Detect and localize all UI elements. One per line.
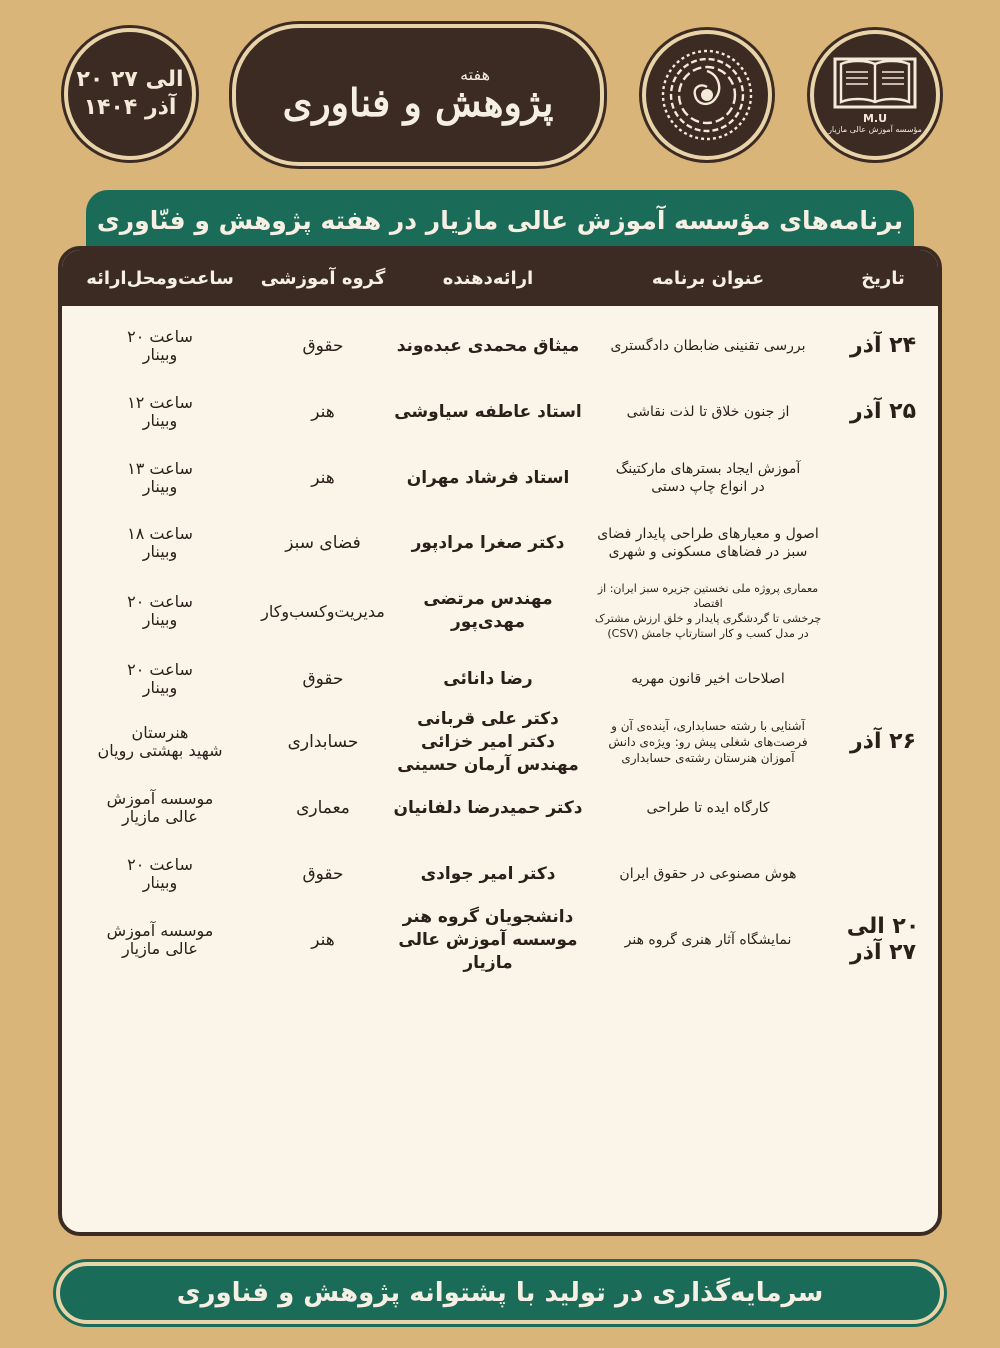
row-time: ساعت ۲۰ وبینار <box>127 660 193 697</box>
institute-logo-badge <box>810 30 940 160</box>
row-title: بررسی تقنینی ضابطان دادگستری <box>610 338 806 354</box>
program-heading: برنامه‌های مؤسسه آموزش عالی مازیار در هفته پژوهش و فنّاوری <box>86 190 914 250</box>
row-presenter: دکتر صغرا مرادپور <box>411 532 565 553</box>
table-row <box>62 778 938 838</box>
row-date: ۲۴ آذر <box>849 333 916 358</box>
row-time: ساعت ۲۰ وبینار <box>127 855 193 892</box>
row-time: ساعت ۱۸ وبینار <box>127 524 193 561</box>
row-time: ساعت ۲۰ وبینار <box>127 592 193 629</box>
row-group: حقوق <box>302 336 344 356</box>
row-group: معماری <box>296 798 350 818</box>
row-presenter: دانشجویان گروه هنر موسسه آموزش عالی مازیار <box>398 906 578 973</box>
logo-caption: مؤسسه آموزش عالی مازیار <box>828 125 922 134</box>
col-header-title: عنوان برنامه <box>651 267 765 289</box>
spiral-emblem-icon <box>657 45 757 145</box>
row-time: موسسه آموزش عالی مازیار <box>106 789 214 826</box>
row-date: ۲۵ آذر <box>849 399 916 424</box>
row-title: از جنون خلاق تا لذت نقاشی <box>626 404 790 420</box>
row-presenter: دکتر علی قربانی دکتر امیر خزائی مهندس آرمان حسینی <box>397 708 579 775</box>
row-time: ساعت ۱۳ وبینار <box>127 459 193 496</box>
row-time: هنرستان شهید بهشتی رویان <box>97 723 223 760</box>
row-date: ۲۰ الی ۲۷ آذر <box>846 914 920 965</box>
row-title: نمایشگاه آثار هنری گروه هنر <box>624 932 792 948</box>
row-group: هنر <box>311 930 335 950</box>
col-header-presenter: ارائه‌دهنده <box>442 267 534 289</box>
open-book-icon <box>832 56 918 110</box>
row-group: حسابداری <box>287 732 359 752</box>
event-title-week: هفته <box>460 65 490 84</box>
logo-abbrev: M.U <box>862 112 888 125</box>
row-presenter: دکتر حمیدرضا دلفانیان <box>393 797 583 818</box>
row-title: کارگاه ایده تا طراحی <box>646 800 770 816</box>
row-group: فضای سبز <box>285 533 361 553</box>
table-row <box>62 906 938 973</box>
row-presenter: دکتر امیر جوادی <box>420 863 556 884</box>
schedule-table <box>58 246 942 1236</box>
row-time: ساعت ۲۰ وبینار <box>127 327 193 364</box>
row-title: معماری پروژه ملی نخستین جزیره سبز ایران: از اقتصاد چرخشی تا گردشگری پایدار و خلق ارزش مشترک در مدل کسب و کار استارتاپ جامش (CSV) <box>594 582 822 640</box>
table-row <box>62 512 938 574</box>
col-header-time: ساعت‌ومحل‌ارائه <box>86 267 234 289</box>
table-row <box>62 704 938 780</box>
event-title-main: پژوهش و فناوری <box>282 80 554 125</box>
col-header-date: تاریخ <box>861 267 905 289</box>
row-group: حقوق <box>302 669 344 689</box>
row-presenter: استاد عاطفه سیاوشی <box>394 401 582 422</box>
row-title: اصلاحات اخیر قانون مهریه <box>631 671 785 687</box>
table-row <box>62 648 938 710</box>
row-presenter: رضا دانائی <box>443 668 533 689</box>
table-row <box>62 578 938 644</box>
row-group: حقوق <box>302 864 344 884</box>
research-week-emblem <box>642 30 772 160</box>
row-time: موسسه آموزش عالی مازیار <box>106 921 214 958</box>
table-row <box>62 316 938 376</box>
row-presenter: مهندس مرتضی مهدی‌پور <box>423 589 553 632</box>
row-time: ساعت ۱۲ وبینار <box>127 393 193 430</box>
row-title: هوش مصنوعی در حقوق ایران <box>619 866 797 882</box>
row-title: آشنایی با رشته حسابداری، آینده‌ی آن و فرصت‌های شغلی پیش رو: ویژه‌ی دانش آموزان هنرستان رشته‌ی حسابداری <box>608 719 808 765</box>
footer-slogan: سرمایه‌گذاری در تولید با پشتوانه پژوهش و فناوری <box>56 1262 944 1324</box>
event-title-logo <box>232 24 604 166</box>
table-row <box>62 844 938 904</box>
table-header-row <box>62 250 938 306</box>
row-date: ۲۶ آذر <box>849 729 916 754</box>
row-title: آموزش ایجاد بسترهای مارکتینگ در انواع چاپ دستی <box>615 461 801 495</box>
date-range-line1: ۲۰ الی ۲۷ <box>76 67 184 92</box>
table-row <box>62 448 938 508</box>
row-presenter: استاد فرشاد مهران <box>406 467 570 488</box>
date-range-line2: آذر ۱۴۰۴ <box>83 95 177 120</box>
row-title: اصول و معیارهای طراحی پایدار فضای سبز در فضاهای مسکونی و شهری <box>597 526 819 560</box>
col-header-group: گروه آموزشی <box>260 267 386 289</box>
row-group: هنر <box>311 402 335 422</box>
date-range-badge <box>64 28 196 160</box>
row-group: مدیریت‌وکسب‌وکار <box>261 601 385 621</box>
table-row <box>62 382 938 442</box>
row-group: هنر <box>311 468 335 488</box>
row-presenter: میثاق محمدی عبده‌وند <box>396 335 580 356</box>
